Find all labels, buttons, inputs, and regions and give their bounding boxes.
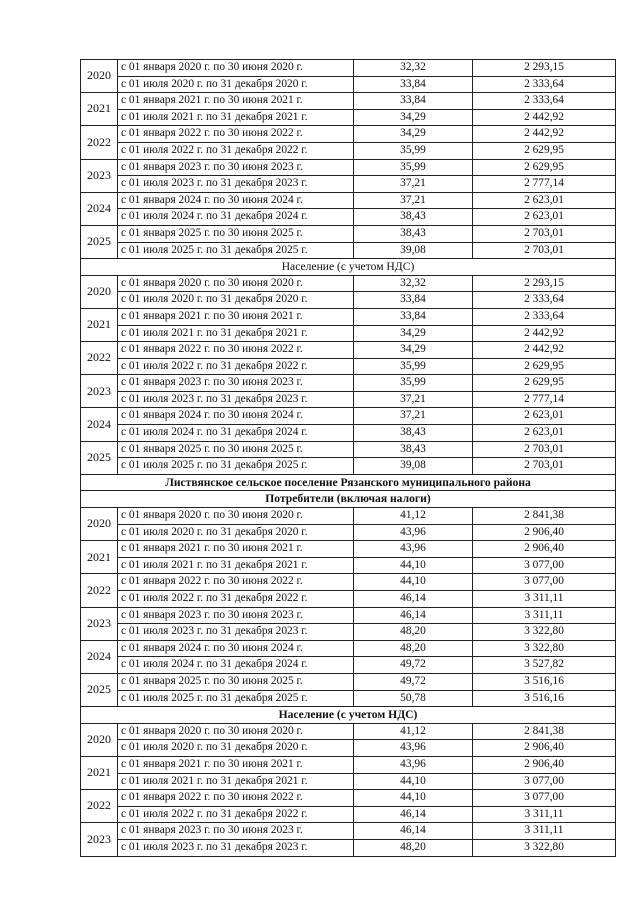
tariff-value-1: 39,08 [354, 458, 473, 475]
period-cell: с 01 июля 2022 г. по 31 декабря 2022 г. [118, 806, 354, 823]
tariff-value-2: 2 442,92 [473, 109, 616, 126]
tariff-value-1: 38,43 [354, 225, 473, 242]
period-cell: с 01 января 2023 г. по 30 июня 2023 г. [118, 375, 354, 392]
tariff-value-2: 3 516,16 [473, 673, 616, 690]
tariff-document [80, 59, 615, 857]
tariff-value-1: 49,72 [354, 657, 473, 674]
table-row [81, 690, 616, 707]
tariff-value-1: 33,84 [354, 292, 473, 309]
tariff-value-1: 48,20 [354, 624, 473, 641]
tariff-value-1: 34,29 [354, 109, 473, 126]
year-cell: 2020 [81, 723, 118, 756]
tariff-value-1: 33,84 [354, 76, 473, 93]
table-row [81, 325, 616, 342]
tariff-value-2: 2 841,38 [473, 723, 616, 740]
table-row [81, 574, 616, 591]
year-cell: 2021 [81, 93, 118, 126]
tariff-value-2: 3 322,80 [473, 640, 616, 657]
tariff-value-2: 3 077,00 [473, 773, 616, 790]
period-cell: с 01 января 2021 г. по 30 июня 2021 г. [118, 756, 354, 773]
section-heading: Листвянское сельское поселение Рязанского муниципального района [81, 474, 616, 491]
tariff-value-1: 35,99 [354, 159, 473, 176]
period-cell: с 01 июля 2021 г. по 31 декабря 2021 г. [118, 557, 354, 574]
tariff-value-1: 44,10 [354, 574, 473, 591]
period-cell: с 01 января 2024 г. по 30 июня 2024 г. [118, 640, 354, 657]
tariff-value-2: 2 442,92 [473, 342, 616, 359]
year-cell: 2023 [81, 375, 118, 408]
period-cell: с 01 января 2020 г. по 30 июня 2020 г. [118, 723, 354, 740]
section-heading-row [81, 474, 616, 491]
tariff-value-2: 3 077,00 [473, 790, 616, 807]
table-row [81, 192, 616, 209]
period-cell: с 01 января 2022 г. по 30 июня 2022 г. [118, 126, 354, 143]
tariff-value-1: 49,72 [354, 673, 473, 690]
tariff-value-1: 37,21 [354, 192, 473, 209]
tariff-value-1: 38,43 [354, 425, 473, 442]
year-cell: 2020 [81, 275, 118, 308]
tariff-value-1: 35,99 [354, 358, 473, 375]
tariff-value-1: 37,21 [354, 408, 473, 425]
table-row [81, 425, 616, 442]
tariff-value-2: 2 906,40 [473, 756, 616, 773]
tariff-value-2: 2 906,40 [473, 740, 616, 757]
period-cell: с 01 января 2021 г. по 30 июня 2021 г. [118, 308, 354, 325]
tariff-value-1: 37,21 [354, 391, 473, 408]
tariff-value-1: 37,21 [354, 176, 473, 193]
tariff-value-2: 2 906,40 [473, 541, 616, 558]
tariff-value-2: 3 516,16 [473, 690, 616, 707]
tariff-value-1: 41,12 [354, 508, 473, 525]
period-cell: с 01 июля 2023 г. по 31 декабря 2023 г. [118, 391, 354, 408]
tariff-value-2: 3 077,00 [473, 557, 616, 574]
tariff-value-2: 2 703,01 [473, 458, 616, 475]
year-cell: 2023 [81, 823, 118, 856]
table-row [81, 541, 616, 558]
period-cell: с 01 июля 2025 г. по 31 декабря 2025 г. [118, 690, 354, 707]
table-row [81, 109, 616, 126]
year-cell: 2025 [81, 441, 118, 474]
tariff-value-1: 46,14 [354, 607, 473, 624]
period-cell: с 01 января 2021 г. по 30 июня 2021 г. [118, 541, 354, 558]
period-cell: с 01 июля 2020 г. по 31 декабря 2020 г. [118, 76, 354, 93]
tariff-value-1: 38,43 [354, 209, 473, 226]
table-row [81, 408, 616, 425]
section-heading: Потребители (включая налоги) [81, 491, 616, 508]
tariff-value-1: 46,14 [354, 806, 473, 823]
tariff-value-2: 3 311,11 [473, 823, 616, 840]
table-row [81, 375, 616, 392]
table-row [81, 225, 616, 242]
tariff-value-1: 48,20 [354, 640, 473, 657]
period-cell: с 01 июля 2023 г. по 31 декабря 2023 г. [118, 624, 354, 641]
period-cell: с 01 января 2025 г. по 30 июня 2025 г. [118, 225, 354, 242]
period-cell: с 01 июля 2021 г. по 31 декабря 2021 г. [118, 773, 354, 790]
table-row [81, 209, 616, 226]
period-cell: с 01 июля 2024 г. по 31 декабря 2024 г. [118, 657, 354, 674]
period-cell: с 01 июля 2021 г. по 31 декабря 2021 г. [118, 325, 354, 342]
period-cell: с 01 января 2022 г. по 30 июня 2022 г. [118, 790, 354, 807]
tariff-value-2: 2 703,01 [473, 225, 616, 242]
year-cell: 2022 [81, 126, 118, 159]
period-cell: с 01 января 2020 г. по 30 июня 2020 г. [118, 60, 354, 77]
tariff-value-2: 3 322,80 [473, 839, 616, 856]
year-cell: 2020 [81, 508, 118, 541]
year-cell: 2020 [81, 60, 118, 93]
year-cell: 2022 [81, 790, 118, 823]
tariff-value-1: 34,29 [354, 342, 473, 359]
period-cell: с 01 июля 2025 г. по 31 декабря 2025 г. [118, 242, 354, 259]
tariff-value-1: 44,10 [354, 557, 473, 574]
tariff-value-2: 2 333,64 [473, 93, 616, 110]
tariff-value-2: 2 629,95 [473, 142, 616, 159]
period-cell: с 01 июля 2024 г. по 31 декабря 2024 г. [118, 209, 354, 226]
tariff-value-1: 34,29 [354, 126, 473, 143]
period-cell: с 01 января 2023 г. по 30 июня 2023 г. [118, 159, 354, 176]
table-row [81, 790, 616, 807]
section-heading-row [81, 259, 616, 276]
tariff-value-2: 2 629,95 [473, 358, 616, 375]
table-row [81, 756, 616, 773]
tariff-value-1: 43,96 [354, 524, 473, 541]
table-row [81, 93, 616, 110]
tariff-value-1: 33,84 [354, 308, 473, 325]
tariff-value-2: 2 333,64 [473, 292, 616, 309]
tariff-value-1: 39,08 [354, 242, 473, 259]
period-cell: с 01 января 2025 г. по 30 июня 2025 г. [118, 673, 354, 690]
tariff-table [80, 59, 616, 857]
period-cell: с 01 января 2024 г. по 30 июня 2024 г. [118, 192, 354, 209]
tariff-value-2: 2 333,64 [473, 76, 616, 93]
period-cell: с 01 января 2023 г. по 30 июня 2023 г. [118, 607, 354, 624]
tariff-value-1: 44,10 [354, 790, 473, 807]
tariff-value-1: 35,99 [354, 142, 473, 159]
table-row [81, 342, 616, 359]
year-cell: 2021 [81, 756, 118, 789]
table-row [81, 773, 616, 790]
period-cell: с 01 января 2023 г. по 30 июня 2023 г. [118, 823, 354, 840]
tariff-value-2: 2 442,92 [473, 126, 616, 143]
table-row [81, 358, 616, 375]
year-cell: 2022 [81, 574, 118, 607]
period-cell: с 01 июля 2020 г. по 31 декабря 2020 г. [118, 292, 354, 309]
table-row [81, 242, 616, 259]
year-cell: 2022 [81, 342, 118, 375]
tariff-value-1: 38,43 [354, 441, 473, 458]
tariff-value-2: 2 623,01 [473, 425, 616, 442]
year-cell: 2025 [81, 225, 118, 258]
tariff-value-1: 33,84 [354, 93, 473, 110]
period-cell: с 01 июля 2022 г. по 31 декабря 2022 г. [118, 591, 354, 608]
year-cell: 2021 [81, 308, 118, 341]
table-row [81, 292, 616, 309]
tariff-value-2: 3 311,11 [473, 591, 616, 608]
section-heading: Население (с учетом НДС) [81, 259, 616, 276]
tariff-value-2: 2 629,95 [473, 159, 616, 176]
tariff-value-1: 34,29 [354, 325, 473, 342]
table-row [81, 159, 616, 176]
tariff-value-1: 46,14 [354, 823, 473, 840]
table-row [81, 624, 616, 641]
period-cell: с 01 июля 2025 г. по 31 декабря 2025 г. [118, 458, 354, 475]
table-row [81, 142, 616, 159]
table-row [81, 640, 616, 657]
tariff-value-1: 32,32 [354, 275, 473, 292]
table-row [81, 76, 616, 93]
tariff-value-2: 2 841,38 [473, 508, 616, 525]
year-cell: 2023 [81, 607, 118, 640]
section-heading-row [81, 707, 616, 724]
tariff-value-2: 3 527,82 [473, 657, 616, 674]
table-row [81, 673, 616, 690]
tariff-value-1: 48,20 [354, 839, 473, 856]
table-row [81, 508, 616, 525]
period-cell: с 01 июля 2023 г. по 31 декабря 2023 г. [118, 839, 354, 856]
tariff-table-body [81, 60, 616, 857]
table-row [81, 657, 616, 674]
period-cell: с 01 января 2020 г. по 30 июня 2020 г. [118, 275, 354, 292]
tariff-value-2: 3 322,80 [473, 624, 616, 641]
table-row [81, 839, 616, 856]
tariff-value-1: 35,99 [354, 375, 473, 392]
section-heading-row [81, 491, 616, 508]
period-cell: с 01 июля 2022 г. по 31 декабря 2022 г. [118, 142, 354, 159]
year-cell: 2024 [81, 192, 118, 225]
table-row [81, 591, 616, 608]
tariff-value-2: 2 293,15 [473, 60, 616, 77]
tariff-value-2: 3 311,11 [473, 806, 616, 823]
table-row [81, 126, 616, 143]
tariff-value-1: 43,96 [354, 541, 473, 558]
tariff-value-1: 32,32 [354, 60, 473, 77]
period-cell: с 01 июля 2022 г. по 31 декабря 2022 г. [118, 358, 354, 375]
period-cell: с 01 января 2025 г. по 30 июня 2025 г. [118, 441, 354, 458]
tariff-value-2: 2 293,15 [473, 275, 616, 292]
table-row [81, 557, 616, 574]
period-cell: с 01 июля 2020 г. по 31 декабря 2020 г. [118, 524, 354, 541]
period-cell: с 01 января 2022 г. по 30 июня 2022 г. [118, 342, 354, 359]
tariff-value-2: 2 333,64 [473, 308, 616, 325]
table-row [81, 458, 616, 475]
period-cell: с 01 июля 2024 г. по 31 декабря 2024 г. [118, 425, 354, 442]
tariff-value-2: 2 906,40 [473, 524, 616, 541]
tariff-value-1: 43,96 [354, 756, 473, 773]
tariff-value-2: 2 623,01 [473, 192, 616, 209]
table-row [81, 60, 616, 77]
tariff-value-2: 2 623,01 [473, 408, 616, 425]
table-row [81, 176, 616, 193]
tariff-value-2: 2 777,14 [473, 391, 616, 408]
period-cell: с 01 января 2021 г. по 30 июня 2021 г. [118, 93, 354, 110]
period-cell: с 01 июля 2020 г. по 31 декабря 2020 г. [118, 740, 354, 757]
table-row [81, 823, 616, 840]
period-cell: с 01 января 2022 г. по 30 июня 2022 г. [118, 574, 354, 591]
tariff-value-2: 2 703,01 [473, 441, 616, 458]
table-row [81, 391, 616, 408]
year-cell: 2024 [81, 640, 118, 673]
period-cell: с 01 июля 2021 г. по 31 декабря 2021 г. [118, 109, 354, 126]
table-row [81, 607, 616, 624]
period-cell: с 01 июля 2023 г. по 31 декабря 2023 г. [118, 176, 354, 193]
tariff-value-2: 2 629,95 [473, 375, 616, 392]
year-cell: 2023 [81, 159, 118, 192]
table-row [81, 308, 616, 325]
tariff-value-2: 2 777,14 [473, 176, 616, 193]
year-cell: 2025 [81, 673, 118, 706]
table-row [81, 524, 616, 541]
tariff-value-1: 50,78 [354, 690, 473, 707]
tariff-value-2: 2 442,92 [473, 325, 616, 342]
table-row [81, 441, 616, 458]
tariff-value-1: 41,12 [354, 723, 473, 740]
year-cell: 2024 [81, 408, 118, 441]
year-cell: 2021 [81, 541, 118, 574]
table-row [81, 723, 616, 740]
tariff-value-1: 46,14 [354, 591, 473, 608]
table-row [81, 275, 616, 292]
period-cell: с 01 января 2024 г. по 30 июня 2024 г. [118, 408, 354, 425]
tariff-value-2: 3 077,00 [473, 574, 616, 591]
table-row [81, 740, 616, 757]
tariff-value-1: 43,96 [354, 740, 473, 757]
tariff-value-2: 2 623,01 [473, 209, 616, 226]
period-cell: с 01 января 2020 г. по 30 июня 2020 г. [118, 508, 354, 525]
tariff-value-1: 44,10 [354, 773, 473, 790]
tariff-value-2: 3 311,11 [473, 607, 616, 624]
section-heading: Население (с учетом НДС) [81, 707, 616, 724]
table-row [81, 806, 616, 823]
tariff-value-2: 2 703,01 [473, 242, 616, 259]
